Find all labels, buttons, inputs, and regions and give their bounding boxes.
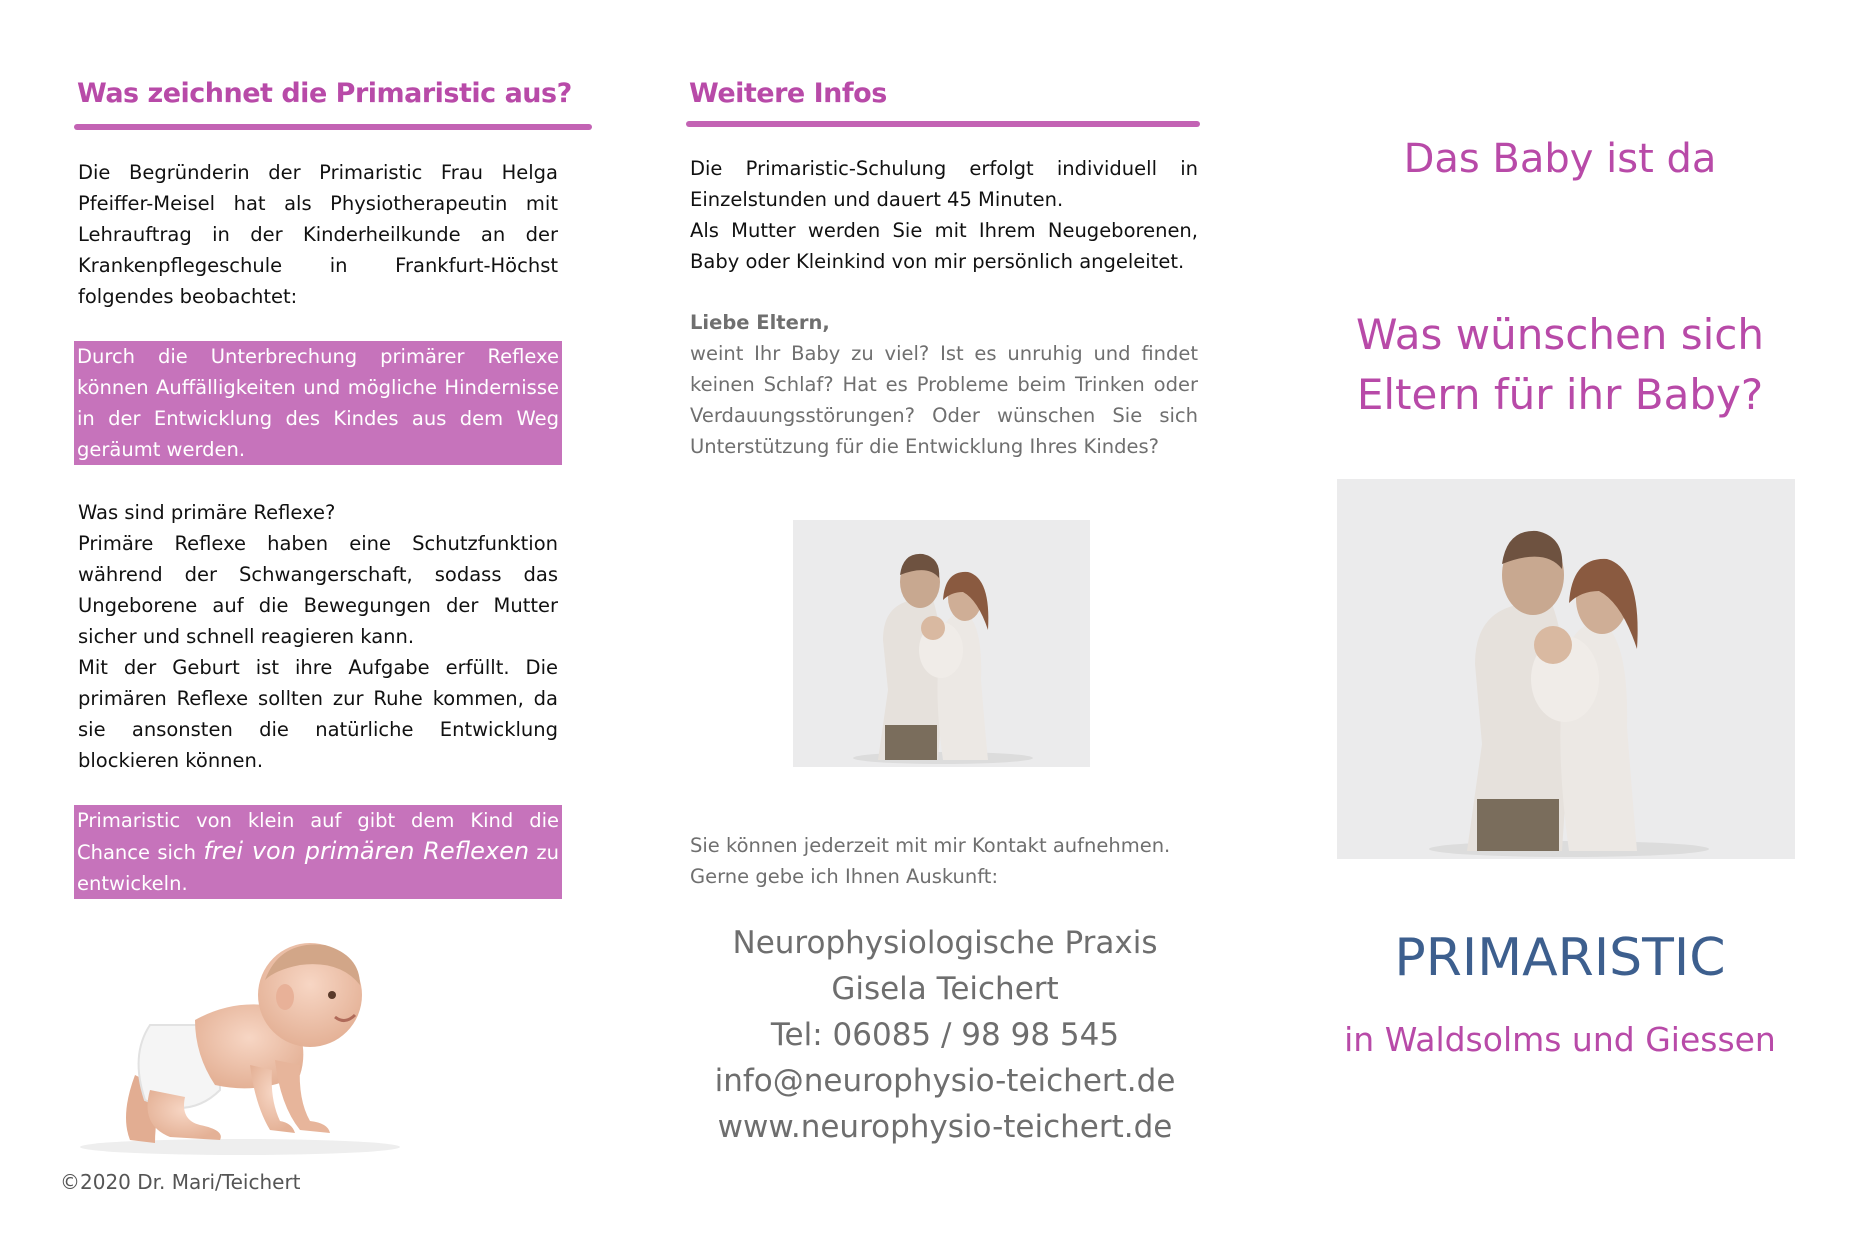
contact-email-link[interactable]: info@neurophysio-teichert.de <box>714 1063 1176 1099</box>
highlight-text-a: Primaristic von klein auf gibt dem Kind die Chance sich <box>77 809 559 864</box>
right-title-wishes <box>1290 305 1830 425</box>
left-heading: Was zeichnet die Primaristic aus? <box>77 78 572 109</box>
right-title-baby: Das Baby ist da <box>1403 136 1717 182</box>
contact-website-link[interactable]: www.neurophysio-teichert.de <box>717 1109 1173 1145</box>
contact-intro-2: Gerne gebe ich Ihnen Auskunft: <box>690 865 999 888</box>
right-title-wishes-line2: Eltern für ihr Baby? <box>1356 370 1764 419</box>
middle-text-anleitung: Als Mutter werden Sie mit Ihrem Neugeborenen, Baby oder Kleinkind von mir persönlich angeleitet. <box>690 219 1198 273</box>
left-body-protection: Primäre Reflexe haben eine Schutzfunktion während der Schwangerschaft, sodass das Ungeborene auf die Bewegungen der Mutter sicher und schnell reagieren kann. <box>78 532 558 648</box>
middle-heading-underline <box>686 121 1200 127</box>
brand-location: in Waldsolms und Giessen <box>1344 1020 1776 1059</box>
highlight-text-b: zu entwickeln. <box>77 841 559 895</box>
middle-heading: Weitere Infos <box>689 78 887 109</box>
left-highlight-primaristic <box>74 805 562 899</box>
right-title-wishes-line1: Was wünschen sich <box>1355 310 1765 359</box>
left-intro-text: Die Begründerin der Primaristic Frau Helga Pfeiffer-Meisel hat als Physiotherapeutin mit Lehrauftrag in der Kinderheilkunde an der Krankenpflegeschule in Frankfurt-Höchst folgendes beobachtet: <box>78 161 558 308</box>
left-highlight-reflexes: Durch die Unterbrechung primärer Reflexe können Auffälligkeiten und mögliche Hindernisse in der Entwicklung des Kindes aus dem Weg geräumt werden. <box>74 341 562 465</box>
contact-practice-name: Neurophysiologische Praxis <box>732 925 1158 961</box>
family-figurine-photo-small <box>793 520 1090 767</box>
left-body-birth: Mit der Geburt ist ihre Aufgabe erfüllt. Die primären Reflexe sollten zur Ruhe kommen, da sie ansonsten die natürliche Entwicklung blockieren können. <box>78 656 558 772</box>
brand-title: PRIMARISTIC <box>1394 928 1726 988</box>
contact-person-name: Gisela Teichert <box>831 971 1059 1007</box>
left-heading-underline <box>74 124 592 130</box>
middle-greeting: Liebe Eltern, <box>690 311 830 334</box>
contact-intro-1: Sie können jederzeit mit mir Kontakt aufnehmen. <box>690 834 1171 857</box>
left-question: Was sind primäre Reflexe? <box>78 501 336 524</box>
middle-text-questions: weint Ihr Baby zu viel? Ist es unruhig und findet keinen Schlaf? Hat es Probleme beim Trinken oder Verdauungsstörungen? Oder wünschen Sie sich Unterstützung für die Entwicklung Ihres Kindes? <box>690 342 1198 458</box>
middle-text-schulung: Die Primaristic-Schulung erfolgt individuell in Einzelstunden und dauert 45 Minuten. <box>690 157 1198 211</box>
contact-block <box>645 920 1245 1150</box>
highlight-text-emphasis: frei von primären Reflexen <box>203 837 530 865</box>
copyright: ©2020 Dr. Mari/Teichert <box>60 1170 301 1194</box>
family-figurine-photo-large <box>1337 479 1795 859</box>
contact-phone[interactable]: Tel: 06085 / 98 98 545 <box>770 1017 1120 1053</box>
crawling-baby-image <box>60 925 420 1165</box>
